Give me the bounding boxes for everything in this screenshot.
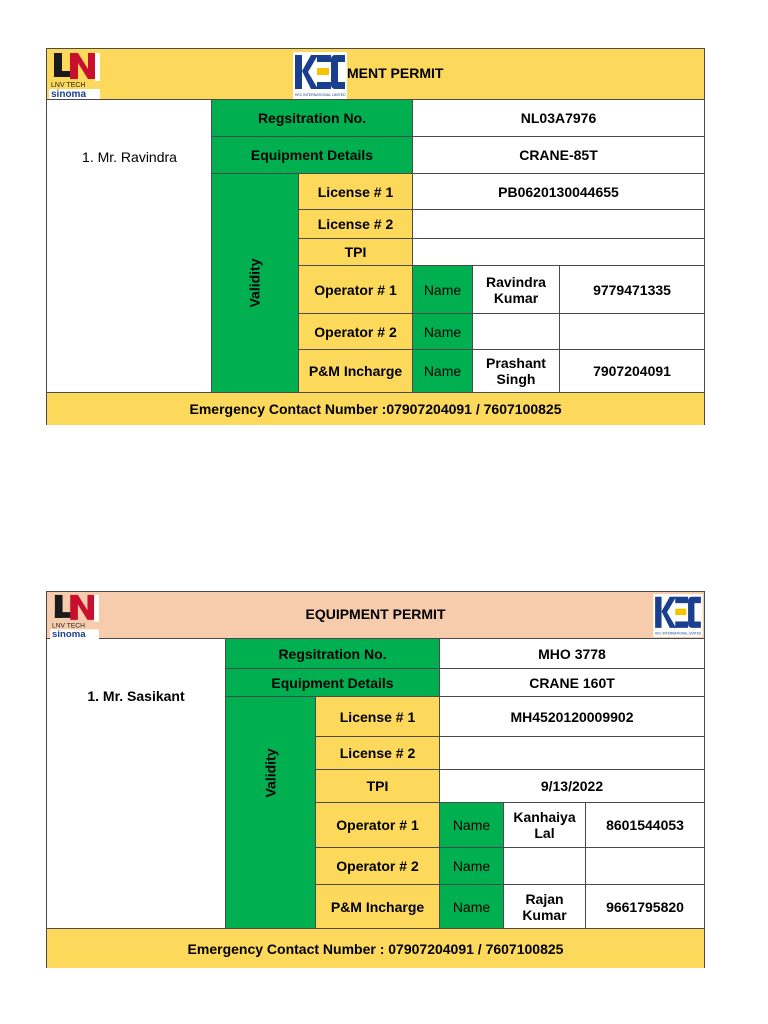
- sinoma-logo-text: sinoma: [51, 89, 87, 99]
- tpi-label: TPI: [298, 238, 412, 265]
- license1-value: PB0620130044655: [412, 173, 704, 209]
- operator1-label: Operator # 1: [298, 265, 412, 313]
- equipment-value: CRANE-85T: [412, 136, 704, 173]
- operator2-phone: [585, 847, 704, 884]
- registration-label: Regsitration No.: [225, 639, 439, 668]
- kec-logo: [651, 594, 705, 637]
- operator1-name-label: Name: [412, 265, 472, 313]
- operator2-label: Operator # 2: [315, 847, 439, 884]
- permit-header: [47, 49, 704, 100]
- license1-value: MH4520120009902: [439, 696, 704, 736]
- operator2-phone: [559, 313, 704, 349]
- operator1-name: Ravindra Kumar: [472, 265, 559, 313]
- operator2-name-label: Name: [439, 847, 503, 884]
- permit-header: [47, 592, 704, 639]
- license1-label: License # 1: [315, 696, 439, 736]
- operator2-label: Operator # 2: [298, 313, 412, 349]
- equipment-permit-card-1: [46, 48, 705, 425]
- equipment-label: Equipment Details: [211, 136, 412, 173]
- validity-label: Validity: [262, 747, 279, 798]
- operator1-name: Kanhaiya Lal: [503, 802, 585, 847]
- kec-tagline: KEC INTERNATIONAL LIMITED: [295, 93, 346, 97]
- permit-title: MENT PERMIT: [347, 65, 444, 81]
- incharge-phone: 7907204091: [559, 349, 704, 392]
- operator2-name-label: Name: [412, 313, 472, 349]
- emergency-contact: Emergency Contact Number :07907204091 / 7607100825: [47, 392, 704, 425]
- validity-column: [211, 173, 298, 392]
- lnv-logo-text: LNV TECH: [51, 82, 86, 89]
- validity-column: [225, 696, 315, 928]
- registration-value: NL03A7976: [412, 100, 704, 136]
- operator1-phone: 8601544053: [585, 802, 704, 847]
- license1-label: License # 1: [298, 173, 412, 209]
- lnv-logo-text: LNV TECH: [52, 622, 85, 630]
- incharge-name: Rajan Kumar: [503, 884, 585, 928]
- incharge-label: P&M Incharge: [298, 349, 412, 392]
- incharge-phone: 9661795820: [585, 884, 704, 928]
- lnv-sinoma-logo: [48, 51, 102, 99]
- tpi-label: TPI: [315, 769, 439, 802]
- operator1-name-label: Name: [439, 802, 503, 847]
- permit-holder-name: 1. Mr. Sasikant: [87, 688, 185, 704]
- operator1-label: Operator # 1: [315, 802, 439, 847]
- tpi-value: 9/13/2022: [439, 769, 704, 802]
- kec-logo: [293, 52, 347, 99]
- operator1-phone: 9779471335: [559, 265, 704, 313]
- incharge-name-label: Name: [439, 884, 503, 928]
- incharge-name-label: Name: [412, 349, 472, 392]
- kec-tagline: KEC INTERNATIONAL LIMITED: [655, 631, 702, 636]
- incharge-label: P&M Incharge: [315, 884, 439, 928]
- equipment-value: CRANE 160T: [439, 668, 704, 696]
- license2-value: [439, 736, 704, 769]
- operator2-name: [472, 313, 559, 349]
- operator2-name: [503, 847, 585, 884]
- permit-holder-name: 1. Mr. Ravindra: [82, 149, 177, 165]
- tpi-value: [412, 238, 704, 265]
- registration-label: Regsitration No.: [211, 100, 412, 136]
- permit-title: EQUIPMENT PERMIT: [305, 606, 446, 622]
- incharge-name: Prashant Singh: [472, 349, 559, 392]
- registration-value: MHO 3778: [439, 639, 704, 668]
- license2-label: License # 2: [315, 736, 439, 769]
- validity-label: Validity: [247, 258, 263, 308]
- sinoma-logo-text: sinoma: [52, 629, 86, 639]
- license2-value: [412, 209, 704, 238]
- equipment-label: Equipment Details: [225, 668, 439, 696]
- emergency-contact: Emergency Contact Number : 07907204091 / 7607100825: [47, 928, 704, 968]
- license2-label: License # 2: [298, 209, 412, 238]
- equipment-permit-card-2: [46, 591, 705, 968]
